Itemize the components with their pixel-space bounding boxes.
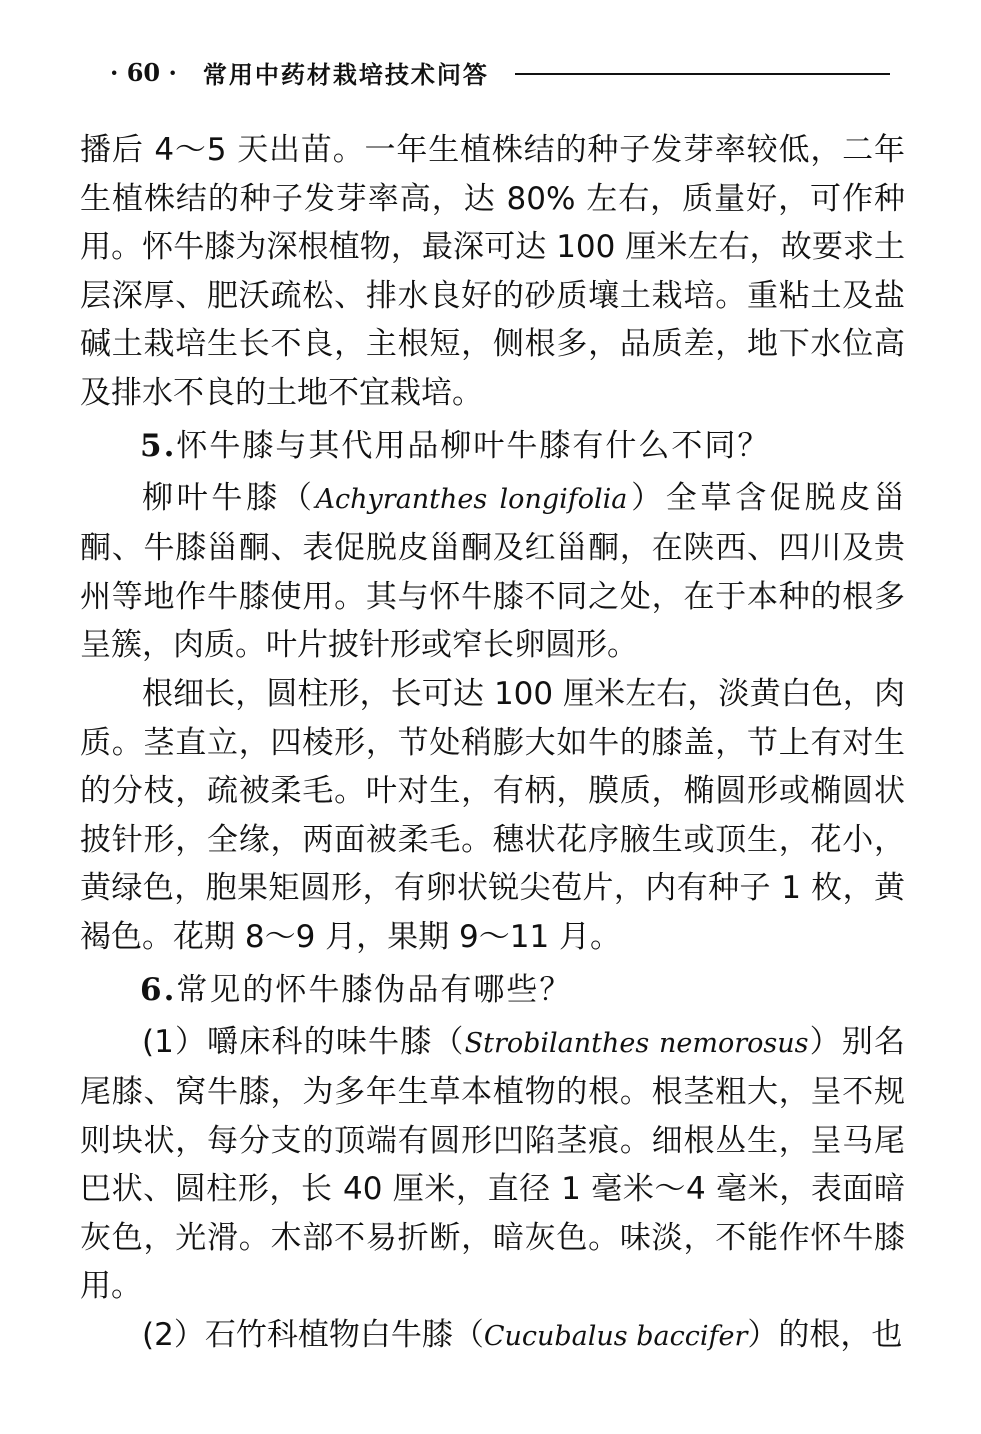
running-title: 常用中药材栽培技术问答 <box>202 59 489 89</box>
paragraph-continued: 播后 4～5 天出苗。一年生植株结的种子发芽率较低，二年生植株结的种子发芽率高，达 80% 左右，质量好，可作种用。怀牛膝为深根植物，最深可达 100 厘米左右，故要求土层深厚、肥沃疏松、排水良好的砂质壤土栽培。重粘土及盐碱土栽培生长不良，主根短，侧根多，品质差，地下水位高及排水不良的土地不宜栽培。 <box>80 132 905 411</box>
question-text: 常见的怀牛膝伪品有哪些？ <box>176 971 573 1008</box>
question-text: 怀牛膝与其代用品柳叶牛膝有什么不同？ <box>176 427 771 464</box>
text-segment: 柳叶牛膝（ <box>142 479 316 516</box>
latin-name: Achyranthes longifolia <box>315 483 628 515</box>
paragraph-counterfeit-1 <box>80 1018 905 1312</box>
question-number: 5. <box>140 427 177 464</box>
latin-name: Cucubalus baccifer <box>483 1321 748 1353</box>
page-body <box>80 126 905 1362</box>
text-segment: ）的根，也 <box>747 1317 903 1354</box>
paragraph-liuye-niuxi <box>80 474 905 670</box>
question-6 <box>80 962 905 1018</box>
question-5 <box>80 418 905 474</box>
text-segment: (1）嚼床科的味牛膝（ <box>142 1023 465 1060</box>
page-header <box>110 50 890 94</box>
header-rule <box>515 73 890 75</box>
page-number: · 60 · <box>110 57 177 87</box>
text-segment: ）别名尾膝、窝牛膝，为多年生草本植物的根。根茎粗大，呈不规则块状，每分支的顶端有圆形凹陷茎痕。细根丛生，呈马尾巴状、圆柱形，长 40 厘米，直径 1 毫米～4 毫米，表面暗灰色，光滑。木部不易折断，暗灰色。味淡，不能作怀牛膝用。 <box>80 1023 905 1305</box>
text-segment: (2）石竹科植物白牛膝（ <box>142 1317 484 1354</box>
paragraph-morphology: 根细长，圆柱形，长可达 100 厘米左右，淡黄白色，肉质。茎直立，四棱形，节处稍膨大如牛的膝盖，节上有对生的分枝，疏被柔毛。叶对生，有柄，膜质，椭圆形或椭圆状披针形，全缘，两面被柔毛。穗状花序腋生或顶生，花小，黄绿色，胞果矩圆形，有卵状锐尖苞片，内有种子 1 枚，黄褐色。花期 8～9 月，果期 9～11 月。 <box>80 675 905 955</box>
text-segment: ）全草含促脱皮甾酮、牛膝甾酮、表促脱皮甾酮及红甾酮，在陕西、四川及贵州等地作牛膝使用。其与怀牛膝不同之处，在于本种的根多呈簇，肉质。叶片披针形或窄长卵圆形。 <box>80 479 906 664</box>
paragraph-counterfeit-2 <box>80 1311 905 1362</box>
latin-name: Strobilanthes nemorosus <box>464 1027 809 1059</box>
question-number: 6. <box>140 971 177 1008</box>
